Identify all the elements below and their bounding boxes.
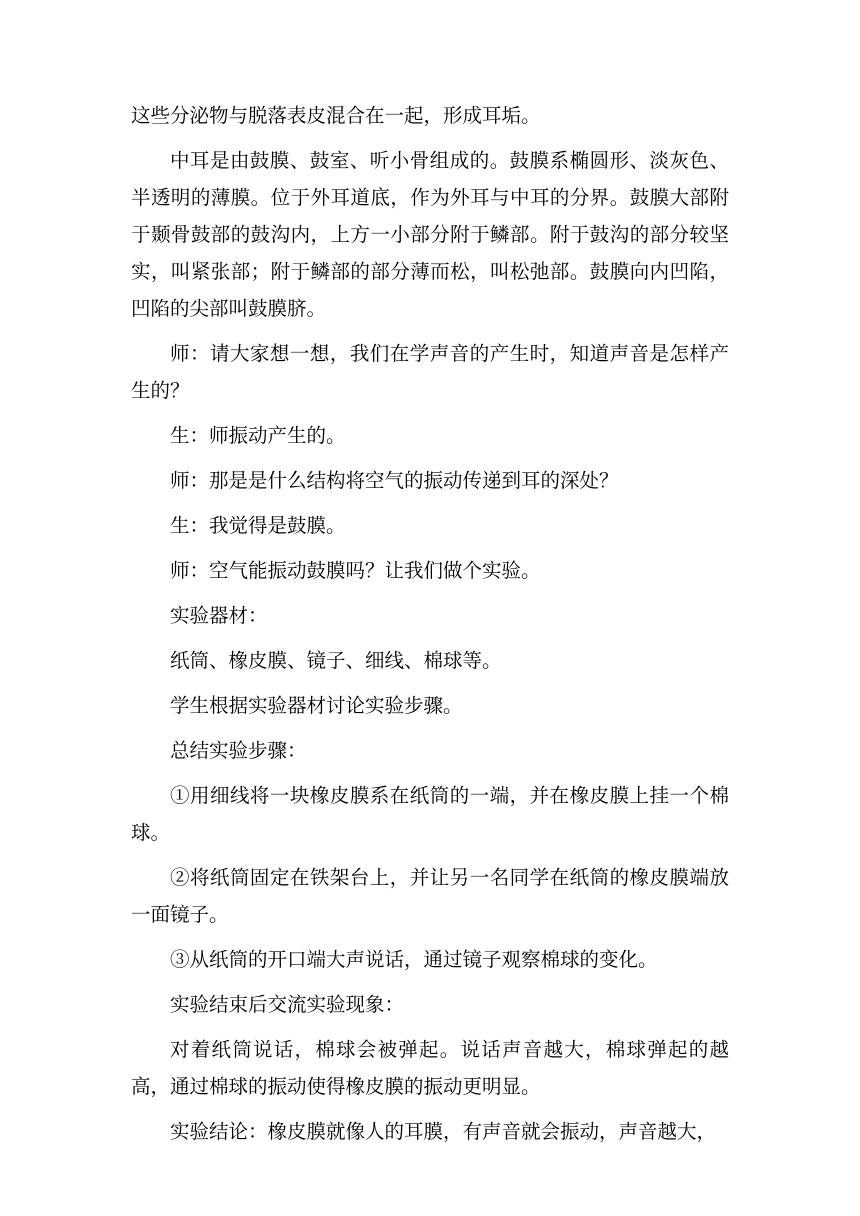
paragraph-phenomena-heading: 实验结束后交流实验现象： [170,993,405,1016]
paragraph-middle-ear: 中耳是由鼓膜、鼓室、听小骨组成的。鼓膜系椭圆形、淡灰色、半透明的薄膜。位于外耳道底，作为外耳与中耳的分界。鼓膜大部附于颞骨鼓部的鼓沟内，上方一小部分附于鳞部。附于鼓沟的部分较坚实，叫紧张部；附于鳞部的部分薄而松，叫松弛部。鼓膜向内凹陷，凹陷的尖部叫鼓膜脐。 [131,149,729,320]
paragraph-steps-heading: 总结实验步骤： [170,739,307,762]
document-page [131,97,729,1158]
paragraph-materials-list: 纸筒、橡皮膜、镜子、细线、棉球等。 [170,649,502,672]
paragraph-student-answer-vibration: 生：师振动产生的。 [170,424,346,447]
paragraph-teacher-experiment: 师：空气能振动鼓膜吗？让我们做个实验。 [170,559,541,582]
paragraph-step-3: ③从纸筒的开口端大声说话，通过镜子观察棉球的变化。 [170,948,658,971]
paragraph-earwax: 这些分泌物与脱落表皮混合在一起，形成耳垢。 [131,104,541,127]
paragraph-teacher-question-sound: 师：请大家想一想，我们在学声音的产生时，知道声音是怎样产生的？ [131,342,729,402]
paragraph-step-2: ②将纸筒固定在铁架台上，并让另一名同学在纸筒的橡皮膜端放一面镜子。 [131,866,729,926]
paragraph-student-answer-eardrum: 生：我觉得是鼓膜。 [170,514,346,537]
paragraph-teacher-question-structure: 师：那是是什么结构将空气的振动传递到耳的深处？ [170,469,619,492]
paragraph-conclusion: 实验结论：橡皮膜就像人的耳膜，有声音就会振动，声音越大， [170,1120,717,1143]
paragraph-phenomena: 对着纸筒说话，棉球会被弹起。说话声音越大，棉球弹起的越高，通过棉球的振动使得橡皮膜的振动更明显。 [131,1038,729,1098]
paragraph-discussion: 学生根据实验器材讨论实验步骤。 [170,694,463,717]
paragraph-materials-heading: 实验器材： [170,604,268,627]
paragraph-step-1: ①用细线将一块橡皮膜系在纸筒的一端，并在橡皮膜上挂一个棉球。 [131,784,729,844]
